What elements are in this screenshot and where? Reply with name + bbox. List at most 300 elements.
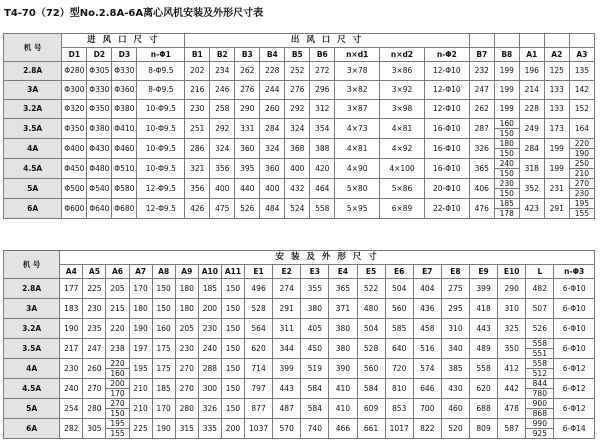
table-cell: 4×100 — [380, 159, 425, 179]
model-cell: 6A — [4, 199, 62, 219]
table-cell: 482 — [526, 279, 554, 299]
table-cell: Φ580 — [112, 179, 137, 199]
table-1 — [3, 33, 595, 219]
table-cell: 160 — [152, 319, 175, 339]
model-cell: 4.5A — [4, 379, 60, 399]
table-cell — [106, 419, 129, 439]
table-cell: 406 — [469, 179, 494, 199]
table-cell: 4×92 — [380, 139, 425, 159]
table-cell: 170 — [152, 399, 175, 419]
table-cell: 584 — [357, 379, 385, 399]
table-cell: 522 — [357, 279, 385, 299]
table-cell: Φ430 — [87, 139, 112, 159]
table-cell: 484 — [260, 199, 285, 219]
cell-value: 150 — [106, 408, 128, 418]
table-cell: 290 — [235, 100, 260, 119]
table-cell: Φ510 — [112, 159, 137, 179]
table-cell: 305 — [83, 419, 106, 439]
table-cell: 202 — [185, 62, 210, 81]
table-cell: 412 — [498, 359, 526, 379]
column-header: E2 — [273, 265, 301, 279]
table-cell: 326 — [198, 399, 221, 419]
table-cell: 274 — [273, 279, 301, 299]
table-cell: 516 — [413, 339, 441, 359]
table-cell: 150 — [221, 379, 244, 399]
table-cell: 504 — [357, 319, 385, 339]
column-header: B1 — [185, 48, 210, 62]
table-cell: 476 — [469, 199, 494, 219]
table-cell: Φ280 — [62, 62, 87, 81]
cell-value: 185 — [499, 199, 514, 208]
table-cell: 324 — [260, 139, 285, 159]
table-cell: 620 — [470, 379, 498, 399]
cell-value: 844 — [532, 379, 547, 388]
cell-value: 210 — [570, 168, 594, 178]
table-cell: 700 — [413, 399, 441, 419]
column-header: E8 — [441, 265, 469, 279]
table-2 — [3, 250, 595, 439]
table-cell: 418 — [470, 299, 498, 319]
table-cell: 519 — [301, 359, 329, 379]
table-cell: 180 — [175, 279, 198, 299]
table-cell — [526, 399, 554, 419]
column-header: E10 — [498, 265, 526, 279]
table-cell: 6-Φ14 — [554, 419, 595, 439]
table-cell: 436 — [413, 299, 441, 319]
table-cell: 355 — [301, 279, 329, 299]
cell-value: 558 — [532, 339, 547, 348]
column-header-row — [4, 265, 595, 279]
group-header — [544, 34, 569, 48]
table-cell: 292 — [285, 100, 310, 119]
table-cell: 385 — [441, 359, 469, 379]
table-cell: 3×92 — [380, 81, 425, 100]
table-cell: 12-Φ9.5 — [137, 179, 185, 199]
table-cell — [526, 379, 554, 399]
table-cell: 388 — [310, 139, 335, 159]
table-cell: 360 — [260, 159, 285, 179]
group-header — [519, 34, 544, 48]
table-cell: 526 — [526, 319, 554, 339]
table-cell: 877 — [245, 399, 273, 419]
table-cell: 260 — [83, 359, 106, 379]
table-cell: 10-Φ9.5 — [137, 100, 185, 119]
table-cell: 280 — [175, 399, 198, 419]
table-cell: 350 — [498, 339, 526, 359]
table-cell: 5×80 — [335, 179, 380, 199]
table-cell: 195 — [129, 359, 152, 379]
table-cell: 380 — [329, 319, 357, 339]
model-cell: 3.2A — [4, 319, 60, 339]
cell-value: 150 — [495, 188, 519, 198]
table-cell: Φ300 — [62, 81, 87, 100]
table-cell: Φ600 — [62, 199, 87, 219]
table-cell: 254 — [60, 399, 83, 419]
group-header — [469, 34, 494, 48]
model-cell: 2.8A — [4, 279, 60, 299]
cell-value: 170 — [106, 388, 128, 398]
table-cell: 640 — [385, 339, 413, 359]
table-cell: 199 — [544, 159, 569, 179]
table-cell: 8-Φ9.5 — [137, 62, 185, 81]
table-cell: 356 — [185, 179, 210, 199]
table-cell: 16-Φ10 — [424, 139, 469, 159]
table-cell: 214 — [519, 81, 544, 100]
cell-value: 551 — [526, 348, 553, 358]
column-header: E6 — [385, 265, 413, 279]
table-cell: 688 — [470, 399, 498, 419]
table-cell: 520 — [441, 419, 469, 439]
table-cell: 150 — [221, 399, 244, 419]
table-cell: 216 — [185, 81, 210, 100]
table-cell: 133 — [544, 81, 569, 100]
table-cell: Φ410 — [112, 119, 137, 139]
table-cell: 150 — [152, 299, 175, 319]
table-cell: 464 — [310, 179, 335, 199]
table-cell: 6-Φ12 — [554, 399, 595, 419]
table-cell — [106, 359, 129, 379]
table-cell: 405 — [301, 319, 329, 339]
table-cell: 199 — [494, 81, 519, 100]
table-cell: 231 — [544, 179, 569, 199]
table-cell: 574 — [413, 359, 441, 379]
table-row — [4, 139, 595, 159]
cell-value: 150 — [495, 148, 519, 158]
table-cell: 262 — [469, 100, 494, 119]
table-cell: 230 — [185, 100, 210, 119]
model-cell: 6A — [4, 419, 60, 439]
column-header: D3 — [112, 48, 137, 62]
table-cell: 199 — [544, 139, 569, 159]
table-cell: 12-Φ10 — [424, 81, 469, 100]
table-cell: 175 — [152, 359, 175, 379]
column-header: n×d2 — [380, 48, 425, 62]
table-cell: 210 — [129, 399, 152, 419]
table-cell: 150 — [221, 299, 244, 319]
table-cell: 228 — [519, 100, 544, 119]
table-cell: 400 — [210, 179, 235, 199]
table-cell: 180 — [175, 299, 198, 319]
table-cell: Φ380 — [87, 119, 112, 139]
column-header: n-Φ1 — [137, 48, 185, 62]
table-cell: 426 — [185, 199, 210, 219]
table-cell: 609 — [357, 399, 385, 419]
table-cell: 432 — [285, 179, 310, 199]
table-cell: 262 — [235, 62, 260, 81]
table-cell: 225 — [83, 279, 106, 299]
table-cell: 560 — [357, 359, 385, 379]
model-cell: 5A — [4, 399, 60, 419]
table-cell: 475 — [210, 199, 235, 219]
cell-value: 230 — [499, 179, 514, 188]
column-header: A11 — [221, 265, 244, 279]
table-cell: 400 — [285, 159, 310, 179]
table-cell: 809 — [470, 419, 498, 439]
table-row — [4, 159, 595, 179]
cell-value: 160 — [106, 368, 128, 378]
table-cell: 164 — [569, 119, 594, 139]
page-title: T4-70（72）型No.2.8A-6A离心风机安装及外形尺寸表 — [4, 8, 264, 19]
cell-value: 150 — [495, 168, 519, 178]
table-cell: 310 — [441, 319, 469, 339]
table-cell: 3×86 — [380, 62, 425, 81]
table-cell: 404 — [413, 279, 441, 299]
table-cell: Φ350 — [62, 119, 87, 139]
table-cell: 584 — [301, 379, 329, 399]
table-cell: 460 — [441, 399, 469, 419]
cell-value: 160 — [499, 119, 514, 128]
table-cell: 352 — [519, 179, 544, 199]
table-cell: 185 — [152, 379, 175, 399]
column-header: n-Φ3 — [554, 265, 595, 279]
table-cell: 252 — [285, 62, 310, 81]
table-cell: 321 — [185, 159, 210, 179]
table-cell: 3×78 — [335, 62, 380, 81]
table-cell: 1017 — [385, 419, 413, 439]
table-cell: 6-Φ10 — [554, 299, 595, 319]
table-cell: 10-Φ9.5 — [137, 119, 185, 139]
table-cell: Φ500 — [62, 179, 87, 199]
table-cell: 220 — [106, 319, 129, 339]
table-cell: 170 — [129, 279, 152, 299]
column-header: A3 — [569, 48, 594, 62]
model-cell: 2.8A — [4, 62, 62, 81]
table-cell: 420 — [310, 159, 335, 179]
cell-value: 190 — [570, 148, 594, 158]
table-cell: 356 — [210, 159, 235, 179]
table-cell: 177 — [60, 279, 83, 299]
table-cell: Φ330 — [112, 62, 137, 81]
table-cell: 458 — [413, 319, 441, 339]
table-cell: 199 — [494, 100, 519, 119]
table-cell: 4×73 — [335, 119, 380, 139]
table-row — [4, 279, 595, 299]
table-row — [4, 359, 595, 379]
table-cell: 10-Φ9.5 — [137, 139, 185, 159]
table-cell: 10-Φ9.5 — [137, 159, 185, 179]
table-cell: 853 — [385, 399, 413, 419]
table-cell: 380 — [329, 339, 357, 359]
table-cell: 12-Φ10 — [424, 100, 469, 119]
table-cell: 276 — [235, 81, 260, 100]
table-cell: Φ360 — [112, 81, 137, 100]
table-cell: 235 — [83, 319, 106, 339]
table-cell: 6×89 — [380, 199, 425, 219]
table-cell: 6-Φ12 — [554, 359, 595, 379]
cell-value: 195 — [574, 199, 590, 208]
header-row — [4, 251, 595, 265]
model-cell: 3.5A — [4, 119, 62, 139]
column-header: E4 — [329, 265, 357, 279]
table-cell: 584 — [301, 399, 329, 419]
table-cell — [526, 339, 554, 359]
table-cell — [106, 399, 129, 419]
table-cell: 150 — [221, 279, 244, 299]
column-header: A10 — [198, 265, 221, 279]
table-cell — [526, 419, 554, 439]
table-cell: 324 — [285, 119, 310, 139]
cell-value: 250 — [574, 159, 590, 168]
table-cell: 310 — [498, 299, 526, 319]
table-cell: 270 — [83, 379, 106, 399]
table-cell: 325 — [498, 319, 526, 339]
column-header: D1 — [62, 48, 87, 62]
table-cell: 282 — [60, 419, 83, 439]
cell-value: 900 — [532, 399, 547, 408]
table-cell: 4×81 — [380, 119, 425, 139]
table-cell: 183 — [60, 299, 83, 319]
table-cell: 22-Φ10 — [424, 199, 469, 219]
table-cell: 344 — [273, 339, 301, 359]
column-header: A6 — [106, 265, 129, 279]
table-cell: 822 — [413, 419, 441, 439]
table-cell: 272 — [310, 62, 335, 81]
table-cell: 390 — [329, 359, 357, 379]
column-header: B2 — [210, 48, 235, 62]
table-cell: 740 — [301, 419, 329, 439]
group-header — [494, 34, 519, 48]
table-cell: 150 — [221, 359, 244, 379]
table-cell — [494, 199, 519, 219]
table-cell: 292 — [210, 119, 235, 139]
model-cell: 4A — [4, 139, 62, 159]
table-cell: 288 — [198, 359, 221, 379]
table-row — [4, 339, 595, 359]
table-cell: Φ480 — [87, 159, 112, 179]
table-cell: 6-Φ10 — [554, 319, 595, 339]
table-cell: 217 — [60, 339, 83, 359]
table-cell: Φ330 — [87, 81, 112, 100]
table-row — [4, 379, 595, 399]
cell-value: 150 — [495, 128, 519, 138]
table-cell — [569, 199, 594, 219]
table-cell: 185 — [198, 279, 221, 299]
table-cell — [494, 179, 519, 199]
table-row — [4, 179, 595, 199]
table-cell: 190 — [129, 319, 152, 339]
table-cell: 180 — [129, 299, 152, 319]
cell-value: 178 — [495, 208, 519, 218]
cell-value: 270 — [110, 399, 125, 408]
table-cell: 489 — [470, 339, 498, 359]
table-cell: 560 — [385, 299, 413, 319]
table-cell: 6-Φ12 — [554, 379, 595, 399]
table-cell — [569, 159, 594, 179]
table-cell: 524 — [285, 199, 310, 219]
cell-value: 220 — [574, 139, 590, 148]
table-cell: 4×81 — [335, 139, 380, 159]
table-cell: 331 — [235, 119, 260, 139]
table-cell: 173 — [544, 119, 569, 139]
table-cell: 661 — [357, 419, 385, 439]
column-header: n×d1 — [335, 48, 380, 62]
model-cell: 4.5A — [4, 159, 62, 179]
table-cell: Φ400 — [62, 139, 87, 159]
table-cell: 200 — [221, 419, 244, 439]
table-cell: 16-Φ10 — [424, 159, 469, 179]
table-cell: 247 — [469, 81, 494, 100]
table-cell — [494, 159, 519, 179]
column-header: B4 — [260, 48, 285, 62]
table-cell: 3×98 — [380, 100, 425, 119]
column-header: B5 — [285, 48, 310, 62]
table-cell: 286 — [185, 139, 210, 159]
cell-value: 230 — [570, 188, 594, 198]
table-cell: 340 — [441, 339, 469, 359]
table-cell: 410 — [329, 399, 357, 419]
table-cell: 249 — [519, 119, 544, 139]
table-cell: 528 — [245, 299, 273, 319]
table-cell: 1037 — [245, 419, 273, 439]
table-cell: 810 — [385, 379, 413, 399]
table-cell: 504 — [385, 279, 413, 299]
table-cell: 225 — [129, 419, 152, 439]
table-cell: 196 — [519, 62, 544, 81]
table-cell: Φ640 — [87, 199, 112, 219]
table-cell: 251 — [185, 119, 210, 139]
cell-value: 155 — [570, 208, 594, 218]
table-cell: 526 — [235, 199, 260, 219]
table-cell: 480 — [357, 299, 385, 319]
cell-value: 180 — [499, 139, 514, 148]
group-header: 安 装 及 外 形 尺 寸 — [60, 251, 595, 265]
table-row — [4, 299, 595, 319]
table-cell: 315 — [175, 419, 198, 439]
table-cell: 215 — [106, 299, 129, 319]
table-cell: 234 — [210, 62, 235, 81]
table-cell: 395 — [235, 159, 260, 179]
table-cell: 507 — [526, 299, 554, 319]
table-cell: 585 — [385, 319, 413, 339]
column-header: A9 — [175, 265, 198, 279]
cell-value: 200 — [110, 379, 125, 388]
table-cell: 291 — [544, 199, 569, 219]
table-cell: 6-Φ10 — [554, 339, 595, 359]
column-header: B8 — [494, 48, 519, 62]
table-cell: 291 — [273, 299, 301, 319]
table-cell: 240 — [198, 339, 221, 359]
table-cell — [569, 179, 594, 199]
table-cell: 270 — [175, 359, 198, 379]
table-cell: 365 — [329, 279, 357, 299]
table-cell — [494, 139, 519, 159]
table-cell: 199 — [494, 62, 519, 81]
model-cell: 3.5A — [4, 339, 60, 359]
table-row — [4, 119, 595, 139]
model-cell: 3A — [4, 81, 62, 100]
table-cell: 720 — [385, 359, 413, 379]
table-cell: 399 — [273, 359, 301, 379]
table-cell: 797 — [245, 379, 273, 399]
table-cell: 190 — [60, 319, 83, 339]
table-row — [4, 81, 595, 100]
table-cell: 558 — [310, 199, 335, 219]
table-cell: 280 — [83, 399, 106, 419]
table-cell: 399 — [470, 279, 498, 299]
table-cell: Φ680 — [112, 199, 137, 219]
group-header — [569, 34, 594, 48]
table-cell: 133 — [544, 100, 569, 119]
table-cell: 205 — [106, 279, 129, 299]
table-cell: 400 — [260, 179, 285, 199]
table-cell: 150 — [152, 279, 175, 299]
table-cell: 368 — [285, 139, 310, 159]
cell-value: 155 — [106, 428, 128, 438]
table-cell: 230 — [83, 299, 106, 319]
table-cell: 714 — [245, 359, 273, 379]
table-cell: 410 — [329, 379, 357, 399]
table-cell: 528 — [357, 339, 385, 359]
